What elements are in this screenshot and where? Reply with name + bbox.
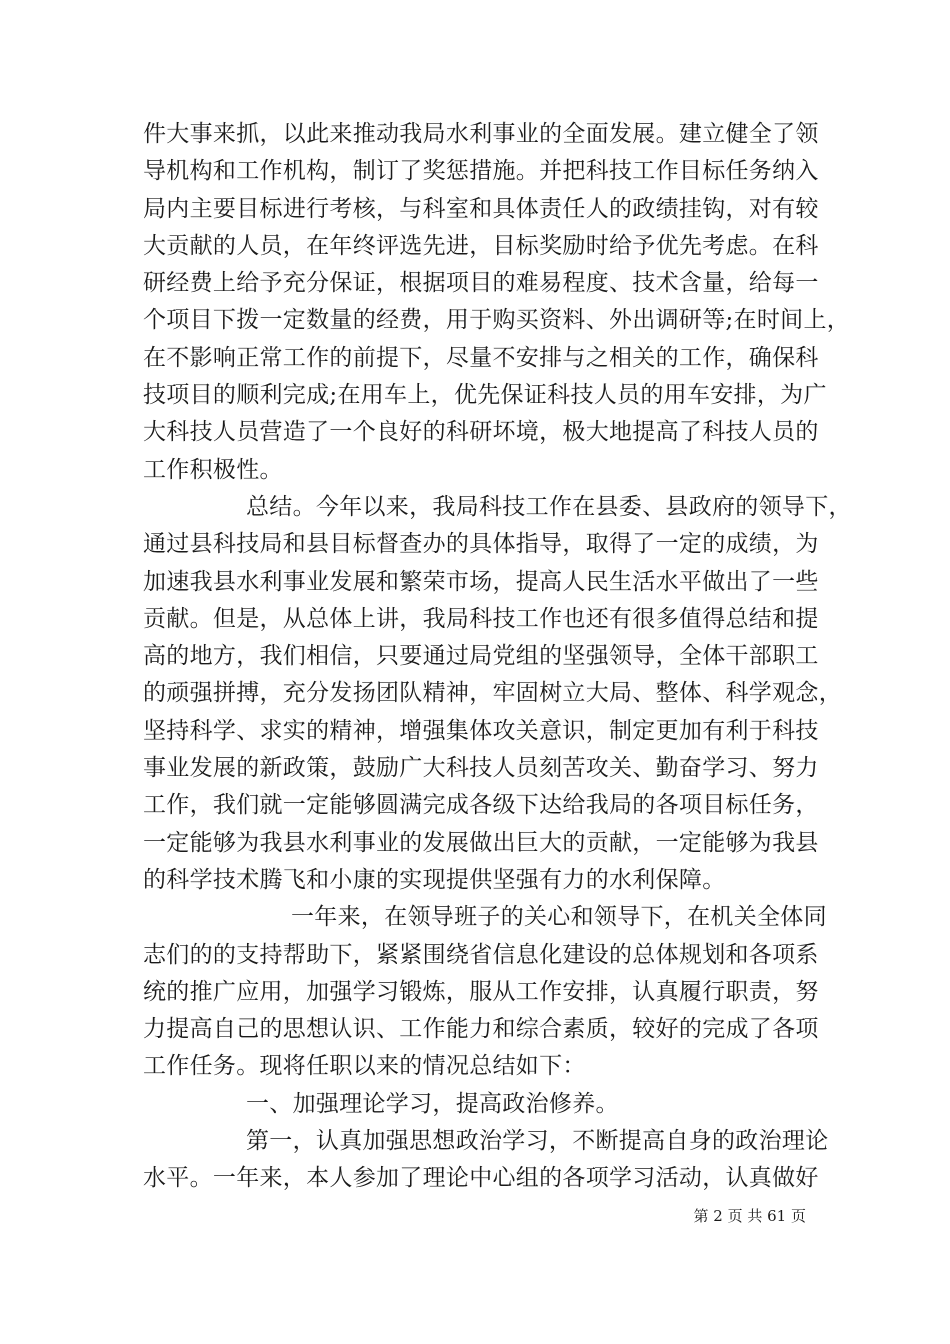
paragraph-continuation (143, 116, 851, 489)
text-line: 在不影响正常工作的前提下，尽量不安排与之相关的工作，确保科 (143, 344, 819, 371)
text-line: 导机构和工作机构，制订了奖惩措施。并把科技工作目标任务纳入 (143, 158, 819, 185)
body-text (143, 116, 852, 1198)
text-line: 高的地方，我们相信，只要通过局党组的坚强领导，全体干部职工 (143, 643, 819, 670)
heading-line: 一、加强理论学习，提高政治修养。 (246, 1090, 619, 1117)
paragraph-summary (143, 489, 852, 899)
text-line: 志们的的支持帮助下，紧紧围绕省信息化建设的总体规划和各项系 (143, 941, 819, 968)
text-line: 一定能够为我县水利事业的发展做出巨大的贡献，一定能够为我县 (143, 829, 819, 856)
text-line: 事业发展的新政策，鼓励广大科技人员刻苦攻关、勤奋学习、努力 (143, 755, 819, 782)
text-line: 力提高自己的思想认识、工作能力和综合素质，较好的完成了各项 (143, 1016, 819, 1043)
text-line: 的科学技术腾飞和小康的实现提供坚强有力的水利保障。 (143, 866, 726, 893)
text-line: 坚持科学、求实的精神，增强集体攻关意识，制定更加有利于科技 (143, 717, 819, 744)
text-line: 第一，认真加强思想政治学习，不断提高自身的政治理论 (246, 1128, 829, 1155)
text-line: 局内主要目标进行考核，与科室和具体责任人的政绩挂钩，对有较 (143, 195, 819, 222)
text-line: 大贡献的人员，在年终评选先进，目标奖励时给予优先考虑。在科 (143, 232, 819, 259)
text-line: 工作积极性。 (143, 456, 283, 483)
text-line: 的顽强拼搏，充分发扬团队精神，牢固树立大局、整体、科学观念， (143, 680, 842, 707)
text-line: 工作，我们就一定能够圆满完成各级下达给我局的各项目标任务， (143, 792, 819, 819)
text-line: 一年来，在领导班子的关心和领导下，在机关全体同 (291, 904, 827, 931)
paragraph-first-point (143, 1123, 829, 1198)
text-line: 加速我县水利事业发展和繁荣市场，提高人民生活水平做出了一些 (143, 568, 819, 595)
text-line: 贡献。但是，从总体上讲，我局科技工作也还有很多值得总结和提 (143, 605, 819, 632)
text-line: 统的推广应用，加强学习锻炼，服从工作安排，认真履行职责，努 (143, 978, 819, 1005)
section-heading (143, 1086, 808, 1123)
text-line: 通过县科技局和县目标督查办的具体指导，取得了一定的成绩，为 (143, 531, 819, 558)
text-line: 大科技人员营造了一个良好的科研坏境，极大地提高了科技人员的 (143, 419, 819, 446)
text-line: 件大事来抓，以此来推动我局水利事业的全面发展。建立健全了领 (143, 121, 819, 147)
paragraph-year-review (143, 899, 827, 1085)
page-number-footer: 第 2 页 共 61 页 (693, 1207, 806, 1225)
text-line: 总结。今年以来，我局科技工作在县委、县政府的领导下， (246, 493, 852, 520)
text-line: 水平。一年来，本人参加了理论中心组的各项学习活动，认真做好 (143, 1165, 819, 1192)
text-line: 研经费上给予充分保证，根据项目的难易程度、技术含量，给每一 (143, 270, 819, 297)
text-line: 技项目的顺利完成;在用车上，优先保证科技人员的用车安排，为广 (143, 382, 827, 409)
text-line: 工作任务。现将任职以来的情况总结如下： (143, 1053, 586, 1080)
text-line: 个项目下拨一定数量的经费，用于购买资料、外出调研等;在时间上， (143, 307, 851, 334)
